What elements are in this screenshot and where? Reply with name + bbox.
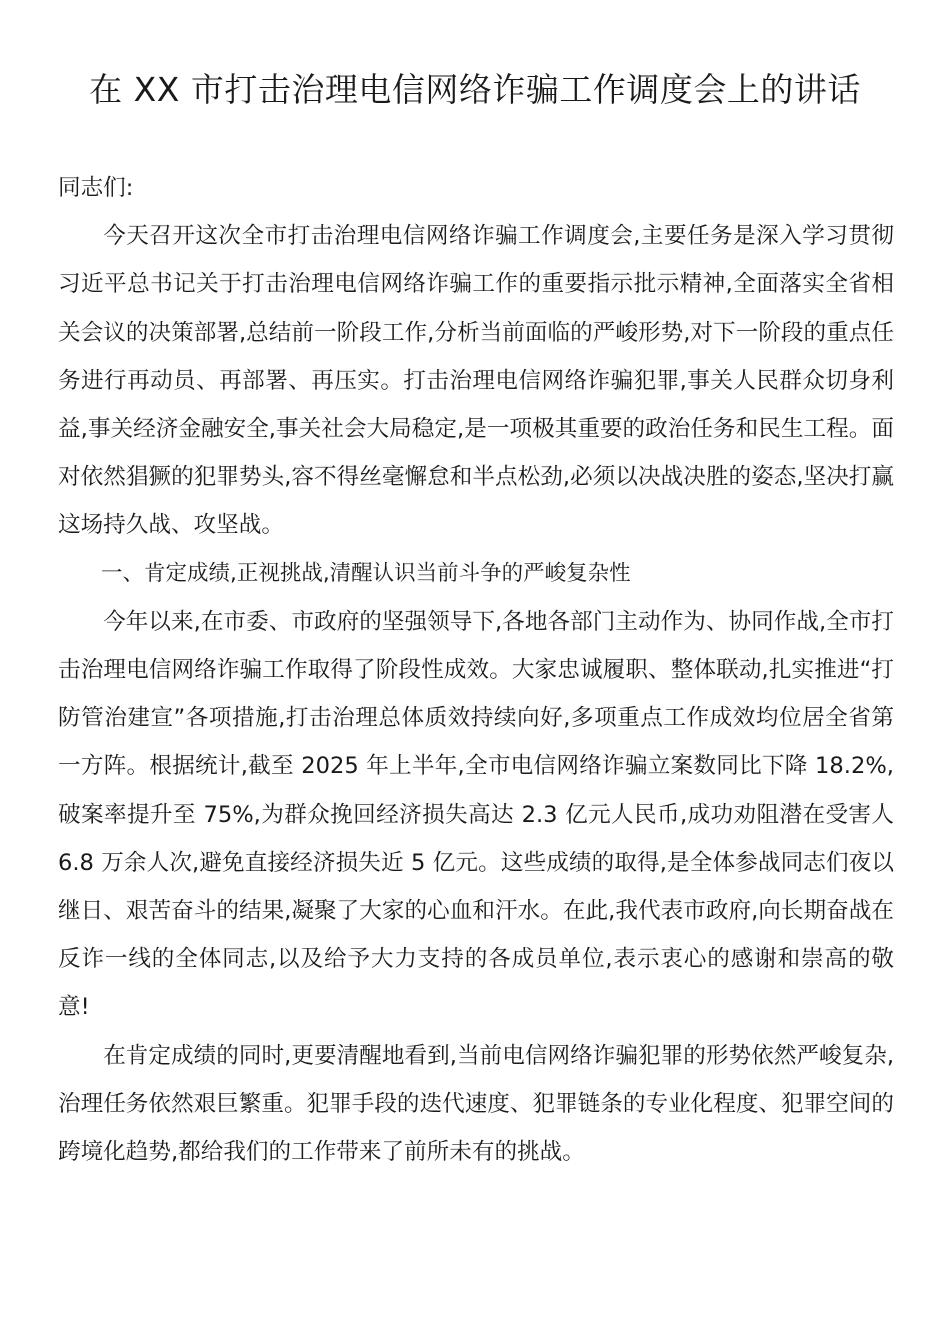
document-title: 在 XX 市打击治理电信网络诈骗工作调度会上的讲话 xyxy=(89,70,861,109)
document-body xyxy=(58,164,894,1176)
section-heading: 一、肯定成绩,正视挑战,清醒认识当前斗争的严峻复杂性 xyxy=(101,560,631,586)
salutation: 同志们: xyxy=(58,175,134,201)
section-paragraph-achievements: 今年以来,在市委、市政府的坚强领导下,各地各部门主动作为、协同作战,全市打击治理电信网络诈骗工作取得了阶段性成效。大家忠诚履职、整体联动,扎实推进“打防管治建宣”各项措施,打击治理总体质效持续向好,多项重点工作成效均位居全省第一方阵。根据统计,截至 2025 年上半年,全市电信网络诈骗立案数同比下降 18.2%,破案率提升至 75%,为群众挽回经济损失高达 2.3 亿元人民币,成功劝阻潜在受害人 6.8 万余人次,避免直接经济损失近 5 亿元。这些成绩的取得,是全体参战同志们夜以继日、艰苦奋斗的结果,凝聚了大家的心血和汗水。在此,我代表市政府,向长期奋战在反诈一线的全体同志,以及给予大力支持的各成员单位,表示衷心的感谢和崇高的敬意! xyxy=(58,608,894,1021)
section-paragraph-challenges: 在肯定成绩的同时,更要清醒地看到,当前电信网络诈骗犯罪的形势依然严峻复杂,治理任务依然艰巨繁重。犯罪手段的迭代速度、犯罪链条的专业化程度、犯罪空间的跨境化趋势,都给我们的工作带来了前所未有的挑战。 xyxy=(58,1042,894,1166)
intro-paragraph: 今天召开这次全市打击治理电信网络诈骗工作调度会,主要任务是深入学习贯彻习近平总书记关于打击治理电信网络诈骗工作的重要指示批示精神,全面落实全省相关会议的决策部署,总结前一阶段工作,分析当前面临的严峻形势,对下一阶段的重点任务进行再动员、再部署、再压实。打击治理电信网络诈骗犯罪,事关人民群众切身利益,事关经济金融安全,事关社会大局稳定,是一项极其重要的政治任务和民生工程。面对依然猖獗的犯罪势头,容不得丝毫懈怠和半点松劲,必须以决战决胜的姿态,坚决打赢这场持久战、攻坚战。 xyxy=(58,223,894,539)
